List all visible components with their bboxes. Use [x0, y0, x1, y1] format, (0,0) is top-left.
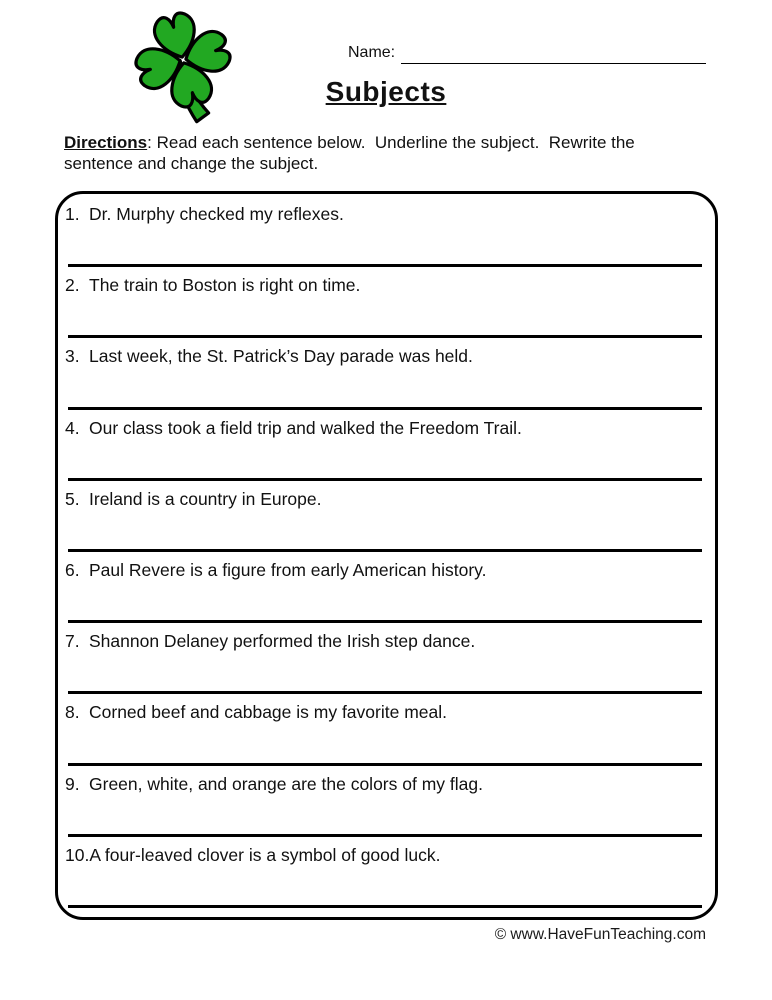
sentence-number: 3.	[65, 346, 80, 367]
sentence-number: 9.	[65, 773, 80, 794]
sentence-number: 7.	[65, 631, 80, 652]
sentence-text: Dr. Murphy checked my reflexes.	[89, 204, 344, 224]
directions-text: : Read each sentence below. Underline the subject. Rewrite the sentence and change the subject.	[64, 133, 640, 173]
page-title: Subjects	[325, 76, 447, 107]
sentence-text: Shannon Delaney performed the Irish step dance.	[89, 631, 476, 652]
answer-line[interactable]	[68, 905, 702, 908]
sentence-number: 1.	[65, 204, 80, 224]
sentence-item	[58, 338, 715, 409]
sentence-text: Ireland is a country in Europe.	[89, 488, 322, 509]
sentence-item	[58, 694, 715, 765]
sentence-item	[58, 552, 715, 623]
sentence-number: 6.	[65, 560, 80, 581]
worksheet-box	[55, 191, 718, 920]
sentence-item	[58, 267, 715, 338]
footer-copyright: © www.HaveFunTeaching.com	[494, 926, 706, 943]
sentence-item	[58, 837, 715, 908]
sentence-text: Paul Revere is a figure from early American history.	[89, 560, 487, 581]
sentence-number: 2.	[65, 275, 80, 296]
sentence-text: Green, white, and orange are the colors of my flag.	[89, 773, 483, 794]
sentence-item	[58, 481, 715, 552]
sentence-text: Last week, the St. Patrick’s Day parade was held.	[89, 346, 473, 367]
sentence-number: 5.	[65, 488, 80, 509]
directions	[64, 132, 684, 174]
page-header	[0, 0, 772, 130]
sentence-item	[58, 623, 715, 694]
sentence-text: A four-leaved clover is a symbol of good luck.	[89, 844, 441, 865]
directions-label: Directions	[64, 133, 148, 152]
sentence-item	[58, 196, 715, 267]
sentence-item	[58, 410, 715, 481]
sentence-number: 8.	[65, 702, 80, 723]
sentence-item	[58, 766, 715, 837]
name-row	[348, 44, 706, 64]
clover-icon	[113, 4, 255, 132]
sentence-text: Corned beef and cabbage is my favorite meal.	[89, 702, 447, 723]
sentence-number: 10.	[65, 844, 90, 865]
name-input-line[interactable]	[401, 45, 706, 64]
name-label: Name:	[348, 44, 396, 61]
sentence-text: Our class took a field trip and walked the Freedom Trail.	[89, 417, 522, 438]
sentence-text: The train to Boston is right on time.	[89, 275, 361, 296]
sentence-number: 4.	[65, 417, 80, 438]
